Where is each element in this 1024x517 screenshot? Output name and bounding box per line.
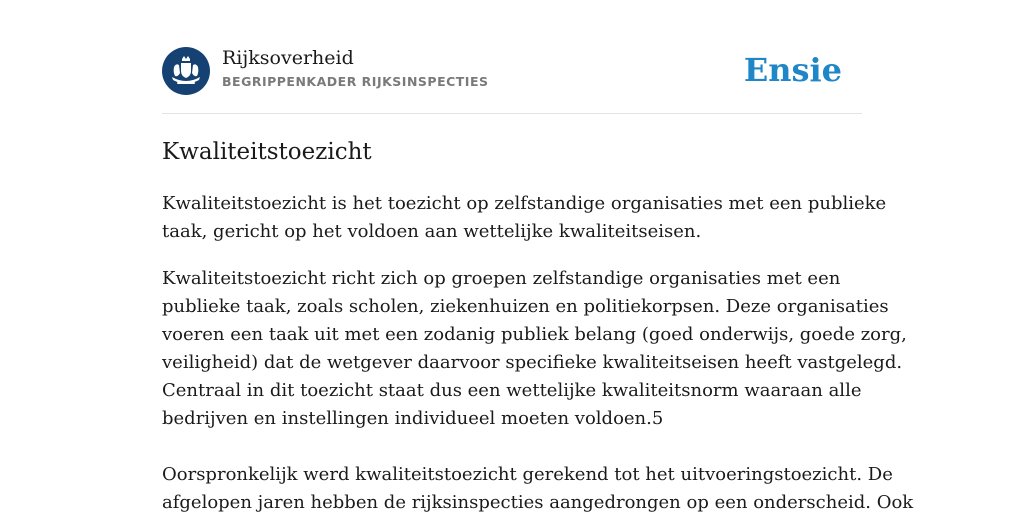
text-line: bedrijven en instellingen individueel moeten voldoen.5 — [162, 408, 664, 429]
text-line: taak, gericht op het voldoen aan wettelijke kwaliteitseisen. — [162, 221, 702, 242]
brand-logo[interactable]: Ensie — [743, 51, 842, 89]
page-title: Kwaliteitstoezicht — [162, 139, 372, 165]
text-line: Kwaliteitstoezicht richt zich op groepen zelfstandige organisaties met een — [162, 268, 841, 289]
text-line: afgelopen jaren hebben de rijksinspecties aangedrongen op een onderscheid. Ook — [162, 492, 914, 513]
paragraph-explanation — [162, 265, 907, 433]
site-subtitle: BEGRIPPENKADER RIJKSINSPECTIES — [222, 74, 489, 89]
text-line: Centraal in dit toezicht staat dus een wettelijke kwaliteitsnorm waaraan alle — [162, 380, 862, 401]
text-line: veiligheid) dat de wetgever daarvoor specifieke kwaliteitseisen heeft vastgelegd. — [162, 352, 903, 373]
org-name: Rijksoverheid — [222, 47, 354, 69]
header-divider — [162, 113, 862, 114]
text-line: publieke taak, zoals scholen, ziekenhuizen en politiekorpsen. Deze organisaties — [162, 296, 889, 317]
paragraph-history — [162, 461, 914, 517]
text-line: Kwaliteitstoezicht is het toezicht op zelfstandige organisaties met een publieke — [162, 193, 887, 214]
text-line: voeren een taak uit met een zodanig publiek belang (goed onderwijs, goede zorg, — [162, 324, 907, 345]
text-line: Oorspronkelijk werd kwaliteitstoezicht gerekend tot het uitvoeringstoezicht. De — [162, 464, 893, 485]
site-header — [162, 46, 862, 96]
paragraph-definition — [162, 190, 887, 246]
royal-coat-of-arms-icon[interactable] — [162, 47, 210, 95]
